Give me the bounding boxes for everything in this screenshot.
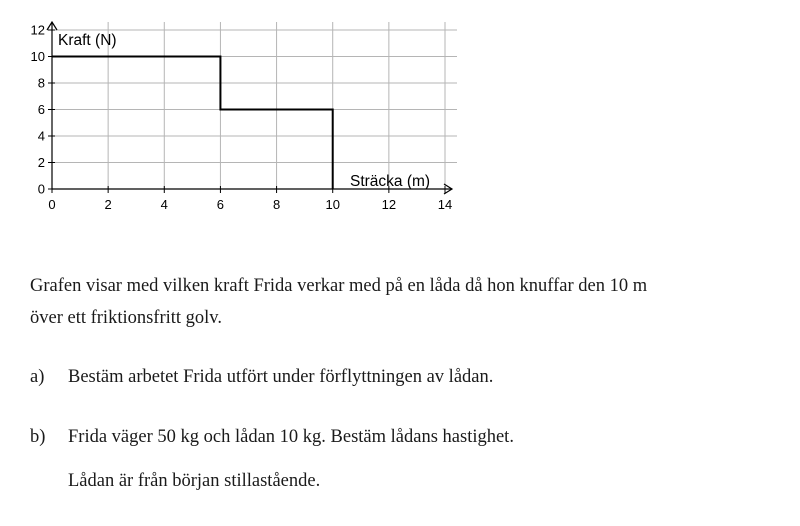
- y-tick-label: 4: [37, 128, 45, 144]
- question-b-text: Frida väger 50 kg och lådan 10 kg. Bestäm lådans hastighet.: [68, 427, 514, 447]
- y-tick-label: 2: [37, 155, 45, 170]
- chart-series: [52, 57, 333, 190]
- y-tick-label: 8: [37, 75, 45, 91]
- x-tick-label: 10: [325, 197, 340, 212]
- x-tick-label: 12: [381, 197, 397, 212]
- y-axis-label: Kraft (N): [58, 32, 117, 49]
- x-tick-label: 8: [272, 197, 281, 212]
- y-tick-label: 12: [30, 22, 45, 38]
- question-a: [30, 361, 493, 393]
- force-distance-chart: [0, 0, 470, 220]
- intro-text: [30, 270, 647, 334]
- y-tick-label: 10: [30, 49, 45, 64]
- intro-line-2: över ett friktionsfritt golv.: [30, 308, 222, 328]
- question-b-note: Lådan är från början stillastående.: [68, 471, 321, 491]
- x-tick-label: 0: [48, 197, 56, 212]
- x-axis-label: Sträcka (m): [350, 173, 431, 190]
- question-b-letter: b): [30, 427, 46, 447]
- x-tick-label: 2: [104, 197, 112, 212]
- question-a-letter: a): [30, 367, 45, 387]
- y-tick-label: 6: [37, 102, 45, 117]
- y-tick-label: 0: [37, 181, 45, 197]
- question-a-text: Bestäm arbetet Frida utfört under förflyttningen av lådan.: [68, 367, 494, 387]
- x-tick-label: 6: [216, 197, 225, 212]
- x-tick-label: 4: [160, 197, 168, 212]
- x-tick-label: 14: [437, 197, 453, 212]
- intro-line-1: Grafen visar med vilken kraft Frida verkar med på en låda då hon knuffar den 10 m: [30, 276, 648, 296]
- force-series-line: [52, 57, 333, 190]
- question-b: [30, 421, 514, 453]
